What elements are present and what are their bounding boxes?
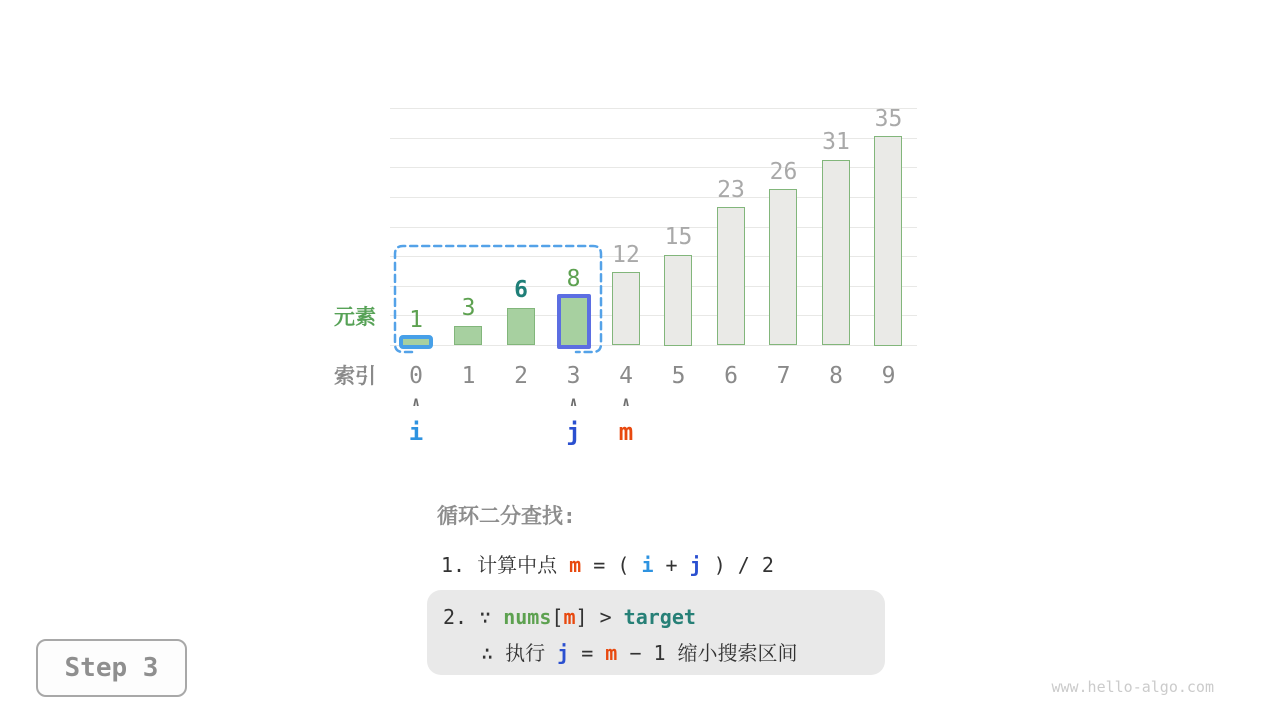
step-badge [36, 639, 187, 697]
watermark-url: www.hello-algo.com [1051, 678, 1214, 696]
pointer-label-j: j [566, 418, 581, 446]
bar-index-label: 8 [829, 363, 843, 389]
annotation-segment-plain: = ( [581, 553, 642, 577]
bar-value-label: 23 [717, 176, 745, 203]
bar-index-label: 3 [566, 363, 581, 389]
bar-index-2 [507, 308, 535, 346]
annotation-segment-m: m [569, 553, 582, 577]
annotation-segment-plain: ) / 2 [701, 553, 774, 577]
bar-index-label: 9 [881, 363, 896, 389]
bar-value-label: 12 [612, 241, 640, 268]
bar-value-label: 31 [822, 129, 850, 156]
annotation-segment-plain: − 1 缩小搜索区间 [617, 641, 798, 665]
annotation-segment-m: m [563, 605, 576, 629]
annotation-segment-j: j [689, 553, 702, 577]
bar-index-label: 4 [619, 363, 633, 389]
pointer-label-m: m [618, 418, 634, 446]
annotation-segment-plain: [ [551, 605, 564, 629]
bar-index-label: 7 [776, 363, 791, 389]
annotation-step2-because-line [443, 604, 696, 630]
bar-index-0 [399, 335, 433, 349]
bar-index-3 [557, 294, 591, 349]
step-badge-label: Step 3 [64, 653, 159, 683]
annotation-segment-plain: ∴ 执行 [481, 641, 558, 665]
bar-index-1 [454, 326, 482, 346]
bar-index-7 [769, 189, 797, 345]
bar-index-5 [664, 255, 692, 346]
bar-value-label: 35 [874, 105, 903, 132]
annotation-segment-m: m [605, 641, 618, 665]
annotation-segment-plain: 1. 计算中点 [441, 553, 570, 577]
bar-value-label: 8 [566, 265, 581, 292]
bar-index-label: 2 [514, 363, 528, 389]
chart-gridline [390, 108, 917, 109]
bar-index-label: 1 [461, 363, 476, 389]
bar-index-9 [874, 136, 902, 345]
bar-index-8 [822, 160, 850, 346]
annotation-title: 循环二分查找: [437, 504, 576, 528]
bar-index-label: 5 [671, 363, 686, 389]
annotation-segment-plain: + [653, 553, 690, 577]
bar-value-label: 6 [514, 277, 528, 304]
bar-value-label: 3 [461, 295, 476, 322]
bar-index-6 [717, 207, 745, 345]
annotation-segment-plain: = [569, 641, 606, 665]
row-label-elements: 元素 [334, 305, 376, 329]
bar-index-4 [612, 272, 640, 345]
annotation-step1-line [441, 552, 774, 578]
row-label-indices: 索引 [334, 364, 376, 388]
bar-index-label: 6 [724, 363, 738, 389]
bar-value-label: 15 [664, 224, 693, 251]
bar-index-label: 0 [409, 363, 423, 389]
annotation-segment-nums: nums [503, 605, 552, 629]
annotation-segment-j: j [557, 641, 570, 665]
pointer-caret-i: ∧ [412, 395, 420, 410]
pointer-caret-j: ∧ [569, 395, 578, 410]
bar-value-label: 26 [769, 158, 798, 185]
annotation-step2-therefore-line [481, 640, 798, 666]
pointer-caret-m: ∧ [622, 395, 630, 410]
pointer-label-i: i [408, 418, 424, 446]
annotation-segment-plain: 2. ∵ [443, 605, 504, 629]
annotation-segment-plain: ] > [575, 605, 624, 629]
annotation-segment-target: target [623, 605, 696, 629]
annotation-segment-i: i [641, 553, 654, 577]
bar-value-label: 1 [409, 307, 423, 334]
